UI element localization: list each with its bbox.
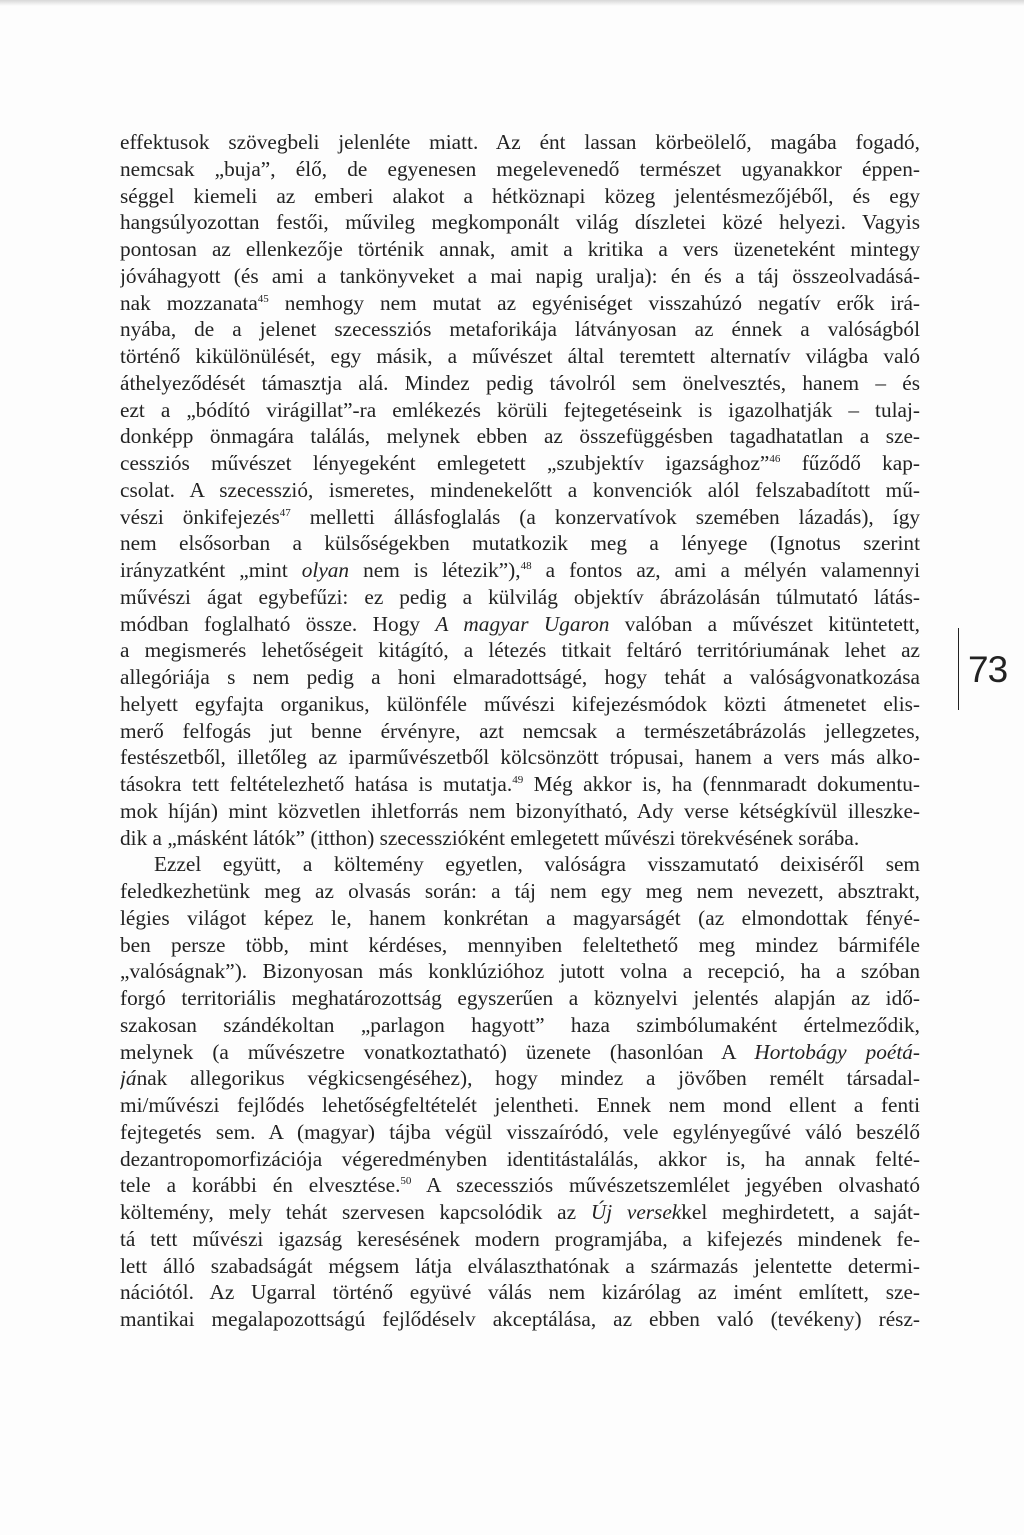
text-line: donképp önmagára találás, melynek ebben az összefüggésben tagadhatatlan a sze-: [120, 424, 920, 449]
italic-title: já: [120, 1066, 137, 1091]
text-line: áthelyeződését támasztja alá. Mindez pedig távolról sem önelvesztés, hanem – és: [120, 370, 920, 395]
text-line: forgó territoriális meghatározottság egyszerűen a köznyelvi jelentés alapján az idő-: [120, 986, 920, 1010]
paragraph-2: [120, 851, 920, 1333]
text-line: költemény, mely tehát szervesen kapcsolódik az Új versekkel meghirdetett, a saját-: [120, 1200, 920, 1224]
text-line: mok híján) mint közvetlen ihletforrás nem bizonyítható, Ady verse kétségkívül illeszke-: [120, 798, 920, 823]
page-number: 73: [968, 649, 1008, 690]
text-line: nációtól. Az Ugarral történő együvé válás nem kizárólag az imént említett, sze-: [120, 1280, 920, 1305]
footnote-marker: 48: [520, 560, 532, 572]
text-line: nem elsősorban a külsőségekben mutatkozik meg a lényege (Ignotus szerint: [120, 531, 920, 556]
italic-title: Új versek: [590, 1200, 682, 1224]
text-line: feledkezhetünk meg az olvasás során: a táj nem egy meg nem nevezett, absztrakt,: [120, 879, 920, 903]
text-line: hangsúlyozottan festői, művileg megkomponált világ díszletei közé helyezi. Vagyis: [120, 210, 920, 235]
text-line: pontosan az ellenkezője történik annak, amit a kritika a vers üzeneteként mintegy: [120, 237, 920, 261]
text-line: fejtegetés sem. A (magyar) tájba végül visszaíródó, vele egylényegűvé váló beszélő: [120, 1119, 920, 1144]
footnote-marker: 47: [279, 506, 291, 519]
text-line: nak mozzanata$^{45}$ nemhogy nem mutat az egyéniséget visszahúzó negatív erők irá-: [120, 290, 920, 315]
text-line: vészi önkifejezés$^{47}$ melletti állásfoglalás (a konzervatívok szemében lázadás), így: [120, 504, 920, 529]
text-line: mantikai megalapozottságú fejlődéselv akceptálása, az ebben való (tevékeny) rész-: [120, 1307, 920, 1331]
text-line: allegóriája s nem pedig a honi elmaradottságé, hogy tehát a valóságvonatkozása: [120, 665, 920, 689]
page-number-rule: [958, 628, 959, 710]
footnote-marker: 45: [257, 292, 269, 305]
text-line: Ezzel együtt, a költemény egyetlen, valóságra visszamutató deixiséről sem: [154, 852, 920, 877]
text-line: merő felfogás jut benne érvényre, azt nemcsak a természetábrázolás jellegzetes,: [120, 718, 920, 743]
text-line: irányzatként „mint olyan nem is létezik”),$^{48}$ a fontos az, ami a mélyén valamennyi: [120, 558, 920, 582]
italic-title: Hortobágy poétá-: [754, 1039, 920, 1064]
text-line: „valóságnak”). Bizonyosan más konklúzióhoz jutott volna a recepció, ha a szóban: [120, 959, 920, 984]
text-line: melynek (a művészetre vonatkoztatható) üzenete (hasonlóan A Hortobágy poétá-: [120, 1039, 920, 1064]
text-line: tele a korábbi én elvesztése.$^{50}$ A szecessziós művészetszemlélet jegyében olvasható: [120, 1173, 920, 1198]
italic-title: olyan: [301, 558, 350, 582]
text-line: nemcsak „buja”, élő, de egyenesen megelevenedő természet ugyanakkor éppen-: [120, 156, 920, 181]
text-line: jának allegorikus végkicsengéséhez), hogy mindez a jövőben remélt társadal-: [120, 1066, 920, 1091]
body-text: [120, 129, 920, 1333]
text-line: nyába, de a jelenet szecessziós metaforikája látványosan az énnek a valóságból: [120, 317, 920, 342]
footnote-marker: 46: [769, 453, 781, 465]
page-top-edge: [0, 0, 1024, 6]
text-line: dezantropomorfizációja végeredményben identitástalálás, akkor is, ha annak felté-: [120, 1146, 920, 1171]
text-line: a megismerés lehetőségeit kitágító, a létezés titkait feltáró territóriumának lehet az: [120, 638, 920, 663]
text-line: dik a „másként látók” (itthon) szecesszióként emlegetett művészi törekvésének sorába.: [120, 825, 860, 850]
text-line: ezt a „bódító virágillat”-ra emlékezés körüli fejtegetéseink is igazolhatják – tulaj-: [120, 397, 920, 422]
text-line: módban foglalható össze. Hogy A magyar Ugaron valóban a művészet kitüntetett,: [120, 611, 920, 636]
text-line: szakosan szándékoltan „parlagon hagyott” haza szimbólumaként értelmeződik,: [120, 1012, 920, 1037]
footnote-marker: 49: [512, 774, 524, 786]
text-line: ben persze több, mint kérdéses, mennyiben feleltethető meg mindez bármiféle: [120, 932, 920, 957]
text-line: mi/művészi fejlődés lehetőségfeltételét jelentheti. Ennek nem mond ellent a fenti: [120, 1093, 920, 1117]
text-line: helyett egyfajta organikus, különféle művészi kifejezésmódok közti átmenetet elis-: [120, 691, 920, 716]
text-line: tá tett művészi igazság keresésének modern programjába, a kifejezés mindenek fe-: [120, 1226, 920, 1251]
text-line: lett álló szabadságát mégsem látja elválaszthatónak a származás jelentette determi-: [120, 1253, 920, 1278]
text-line: történő kikülönülését, egy másik, a művészet által teremtett alternatív világba való: [120, 344, 920, 368]
paragraph-1: [120, 129, 920, 851]
text-line: csolat. A szecesszió, ismeretes, mindenekelőtt a konvenciók alól felszabadított mű-: [120, 477, 920, 502]
text-line: séggel kiemeli az emberi alakot a hétköznapi közeg jelentésmezőjéből, és egy: [120, 183, 920, 208]
text-line: effektusok szövegbeli jelenléte miatt. Az ént lassan körbeölelő, magába fogadó,: [120, 130, 920, 154]
text-line: cessziós művészet lényegeként emlegetett „szubjektív igazsághoz”$^{46}$ fűződő kap-: [120, 451, 920, 475]
footnote-marker: 50: [400, 1175, 412, 1188]
italic-title: A magyar Ugaron: [435, 611, 610, 636]
text-line: tásokra tett feltételezhető hatása is mutatja.$^{49}$ Még akkor is, ha (fennmaradt dokumentu-: [120, 772, 920, 796]
text-line: művészi ágat egybefűzi: ez pedig a külvilág objektív ábrázolásán túlmutató látás-: [120, 584, 920, 609]
text-line: jóváhagyott (és ami a tankönyveket a mai napig uralja): én és a táj összeolvadásá-: [120, 263, 920, 288]
text-line: festészetből, illetőleg az iparművészetből kölcsönzött trópusai, hanem a vers más alko-: [120, 745, 920, 770]
text-line: légies világot képez le, hanem konkrétan a magyarságét (az elmondottak fényé-: [120, 905, 920, 930]
